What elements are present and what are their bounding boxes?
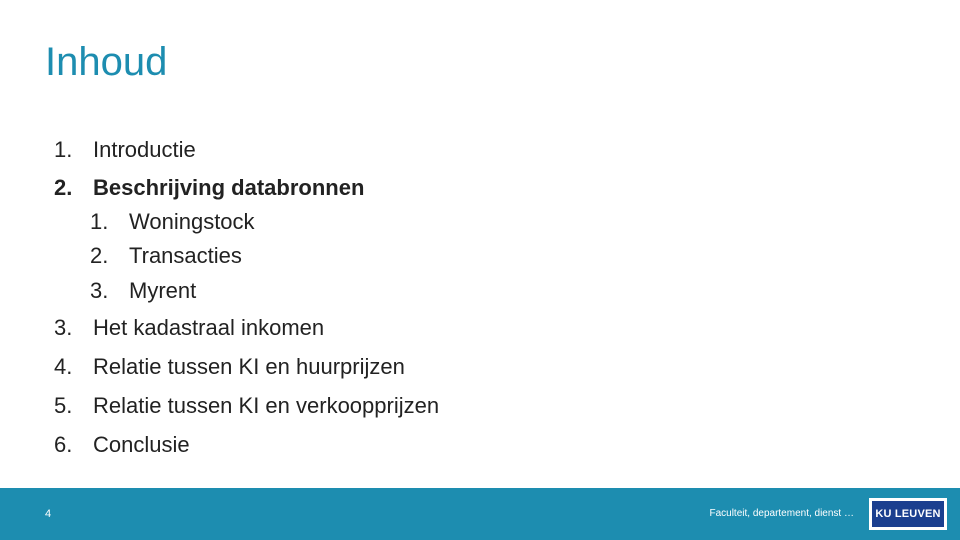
toc-subitem-label: Transacties — [129, 243, 242, 268]
footer-department-text: Faculteit, departement, dienst … — [709, 508, 854, 519]
toc-item-number: 1. — [54, 137, 73, 162]
slide-title: Inhoud — [45, 40, 168, 84]
toc-item-label: Relatie tussen KI en huurprijzen — [93, 354, 405, 379]
toc-subitem-number: 1. — [90, 209, 109, 234]
logo-text: KU LEUVEN — [872, 501, 944, 527]
toc-item-label: Conclusie — [93, 432, 190, 457]
toc-item-number: 4. — [54, 354, 73, 379]
toc-subitem-label: Woningstock — [129, 209, 255, 234]
toc-item-number: 2. — [54, 175, 73, 200]
toc-subitem-number: 3. — [90, 278, 109, 303]
toc-item-label: Beschrijving databronnen — [93, 175, 365, 200]
toc-item-label: Introductie — [93, 137, 196, 162]
toc-item-number: 6. — [54, 432, 73, 457]
toc-subitem-label: Myrent — [129, 278, 197, 303]
toc-item-number: 5. — [54, 393, 73, 418]
ku-leuven-logo — [869, 498, 947, 530]
toc-item-label: Het kadastraal inkomen — [93, 315, 325, 340]
footer-bar — [0, 488, 960, 540]
toc-item-number: 3. — [54, 315, 73, 340]
page-number: 4 — [45, 508, 52, 520]
toc-item-label: Relatie tussen KI en verkoopprijzen — [93, 393, 440, 418]
toc-subitem-number: 2. — [90, 243, 109, 268]
